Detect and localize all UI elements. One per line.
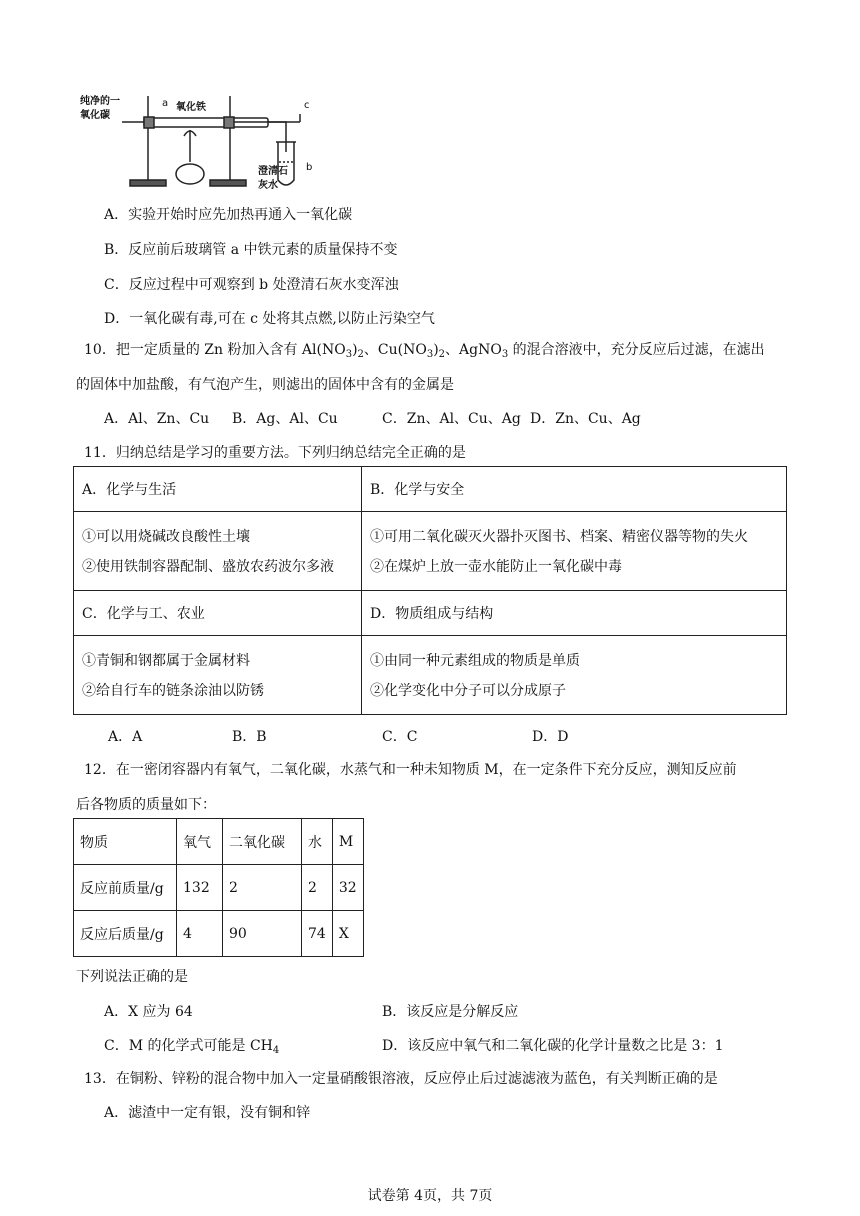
label-a: a — [162, 98, 169, 109]
q12-option-c — [104, 1035, 279, 1055]
q11-table — [73, 466, 787, 715]
q9-option-b: B．反应前后玻璃管 a 中铁元素的质量保持不变 — [104, 242, 398, 258]
q11-b-item1: ①可用二氧化碳灭火器扑灭图书、档案、精密仪器等物的失火 — [370, 529, 748, 545]
limewater-line2: 灰水 — [258, 180, 278, 191]
q11-cell-c-head: C．化学与工、农业 — [74, 591, 362, 636]
q12-cell: X — [332, 911, 363, 957]
q12-option-b: B．该反应是分解反应 — [382, 1004, 519, 1020]
q12-header: 水 — [302, 819, 333, 865]
q11-cell-d-head: D．物质组成与结构 — [362, 591, 787, 636]
q10-stem-line2: 的固体中加盐酸，有气泡产生，则滤出的固体中含有的金属是 — [76, 377, 454, 393]
gas-label-line1: 纯净的一 — [80, 96, 120, 107]
q10-stem-part: ) — [433, 342, 439, 358]
q13-stem: 13．在铜粉、锌粉的混合物中加入一定量硝酸银溶液，反应停止后过滤滤液为蓝色，有关判断正确的是 — [84, 1071, 718, 1087]
q11-d-item1: ①由同一种元素组成的物质是单质 — [370, 653, 580, 669]
q12-stem-line2: 后各物质的质量如下： — [76, 797, 216, 813]
q11-b-item2: ②在煤炉上放一壶水能防止一氧化碳中毒 — [370, 559, 622, 575]
q11-a-item1: ①可以用烧碱改良酸性土壤 — [82, 529, 250, 545]
q10-sub: 3 — [501, 349, 509, 360]
q11-stem: 11．归纳总结是学习的重要方法。下列归纳总结完全正确的是 — [84, 445, 466, 461]
label-c: c — [304, 100, 310, 111]
q9-option-d: D．一氧化碳有毒,可在 c 处将其点燃,以防止污染空气 — [104, 311, 435, 327]
q12-cell: 反应前质量/g — [74, 865, 177, 911]
q11-cell-b-head: B．化学与安全 — [362, 467, 787, 512]
q13-option-a: A．滤渣中一定有银，没有铜和锌 — [104, 1105, 311, 1121]
q11-option-c: C．C — [382, 729, 418, 745]
q12-option-d: D．该反应中氧气和二氧化碳的化学计量数之比是 3：1 — [382, 1038, 724, 1054]
q12-cell: 90 — [223, 911, 302, 957]
q12-stem-line1: 12．在一密闭容器内有氧气，二氧化碳，水蒸气和一种未知物质 M，在一定条件下充分反应，测知反应前 — [84, 762, 737, 778]
page-footer: 试卷第 4页，共 7页 — [367, 1188, 493, 1204]
limewater-line1: 澄清石 — [258, 166, 288, 177]
q10-stem-part: 、Cu(NO — [363, 342, 427, 358]
q10-sub: 2 — [438, 349, 446, 360]
q10-stem-part: 、AgNO — [445, 342, 502, 358]
gas-label-line2: 氧化碳 — [80, 110, 110, 121]
q10-sub: 2 — [357, 349, 364, 360]
q11-d-item2: ②化学变化中分子可以分成原子 — [370, 683, 566, 699]
q11-a-item2: ②使用铁制容器配制、盛放农药波尔多液 — [82, 559, 334, 575]
q9-option-a: A．实验开始时应先加热再通入一氧化碳 — [104, 207, 353, 223]
q12-table — [73, 818, 364, 957]
q10-stem-line1 — [84, 339, 765, 359]
q12-header: M — [332, 819, 363, 865]
q11-cell-d-body — [362, 636, 787, 715]
q10-option-a: A．Al、Zn、Cu — [104, 411, 210, 427]
q10-option-d: D．Zn、Cu、Ag — [530, 411, 641, 427]
q12-cell: 2 — [302, 865, 333, 911]
q11-cell-a-body — [74, 512, 362, 591]
q10-stem-part: 的混合溶液中，充分反应后过滤，在滤出 — [508, 342, 765, 358]
q11-c-item1: ①青铜和钢都属于金属材料 — [82, 653, 250, 669]
q11-option-a: A．A — [108, 729, 143, 745]
q12-cell: 4 — [177, 911, 223, 957]
label-b: b — [306, 162, 313, 173]
q12-after-table: 下列说法正确的是 — [76, 969, 188, 985]
q10-stem-part: 10．把一定质量的 Zn 粉加入含有 Al(NO — [84, 342, 346, 358]
q10-stem-part: ) — [352, 342, 358, 358]
q12-option-a: A．X 应为 64 — [104, 1004, 193, 1020]
apparatus-figure — [78, 92, 318, 192]
q10-option-c: C．Zn、Al、Cu、Ag — [382, 411, 521, 427]
q12-cell: 132 — [177, 865, 223, 911]
q11-cell-b-body — [362, 512, 787, 591]
q11-option-d: D．D — [532, 729, 569, 745]
iron-oxide-label: 氧化铁 — [176, 102, 206, 113]
q12-cell: 2 — [223, 865, 302, 911]
q11-cell-a-head: A．化学与生活 — [74, 467, 362, 512]
q12-cell: 反应后质量/g — [74, 911, 177, 957]
q12-header: 氧气 — [177, 819, 223, 865]
q12-header: 二氧化碳 — [223, 819, 302, 865]
q11-c-item2: ②给自行车的链条涂油以防锈 — [82, 683, 264, 699]
q11-cell-c-body — [74, 636, 362, 715]
q9-option-c: C．反应过程中可观察到 b 处澄清石灰水变浑浊 — [104, 277, 399, 293]
q10-sub: 3 — [426, 349, 434, 360]
q11-option-b: B．B — [232, 729, 267, 745]
q12-cell: 32 — [332, 865, 363, 911]
q12-header: 物质 — [74, 819, 177, 865]
q10-sub: 3 — [345, 349, 353, 360]
q10-option-b: B．Ag、Al、Cu — [232, 411, 338, 427]
q12-option-c-sub: 4 — [272, 1045, 280, 1056]
q12-cell: 74 — [302, 911, 333, 957]
q12-option-c-text: C．M 的化学式可能是 CH — [104, 1038, 273, 1054]
